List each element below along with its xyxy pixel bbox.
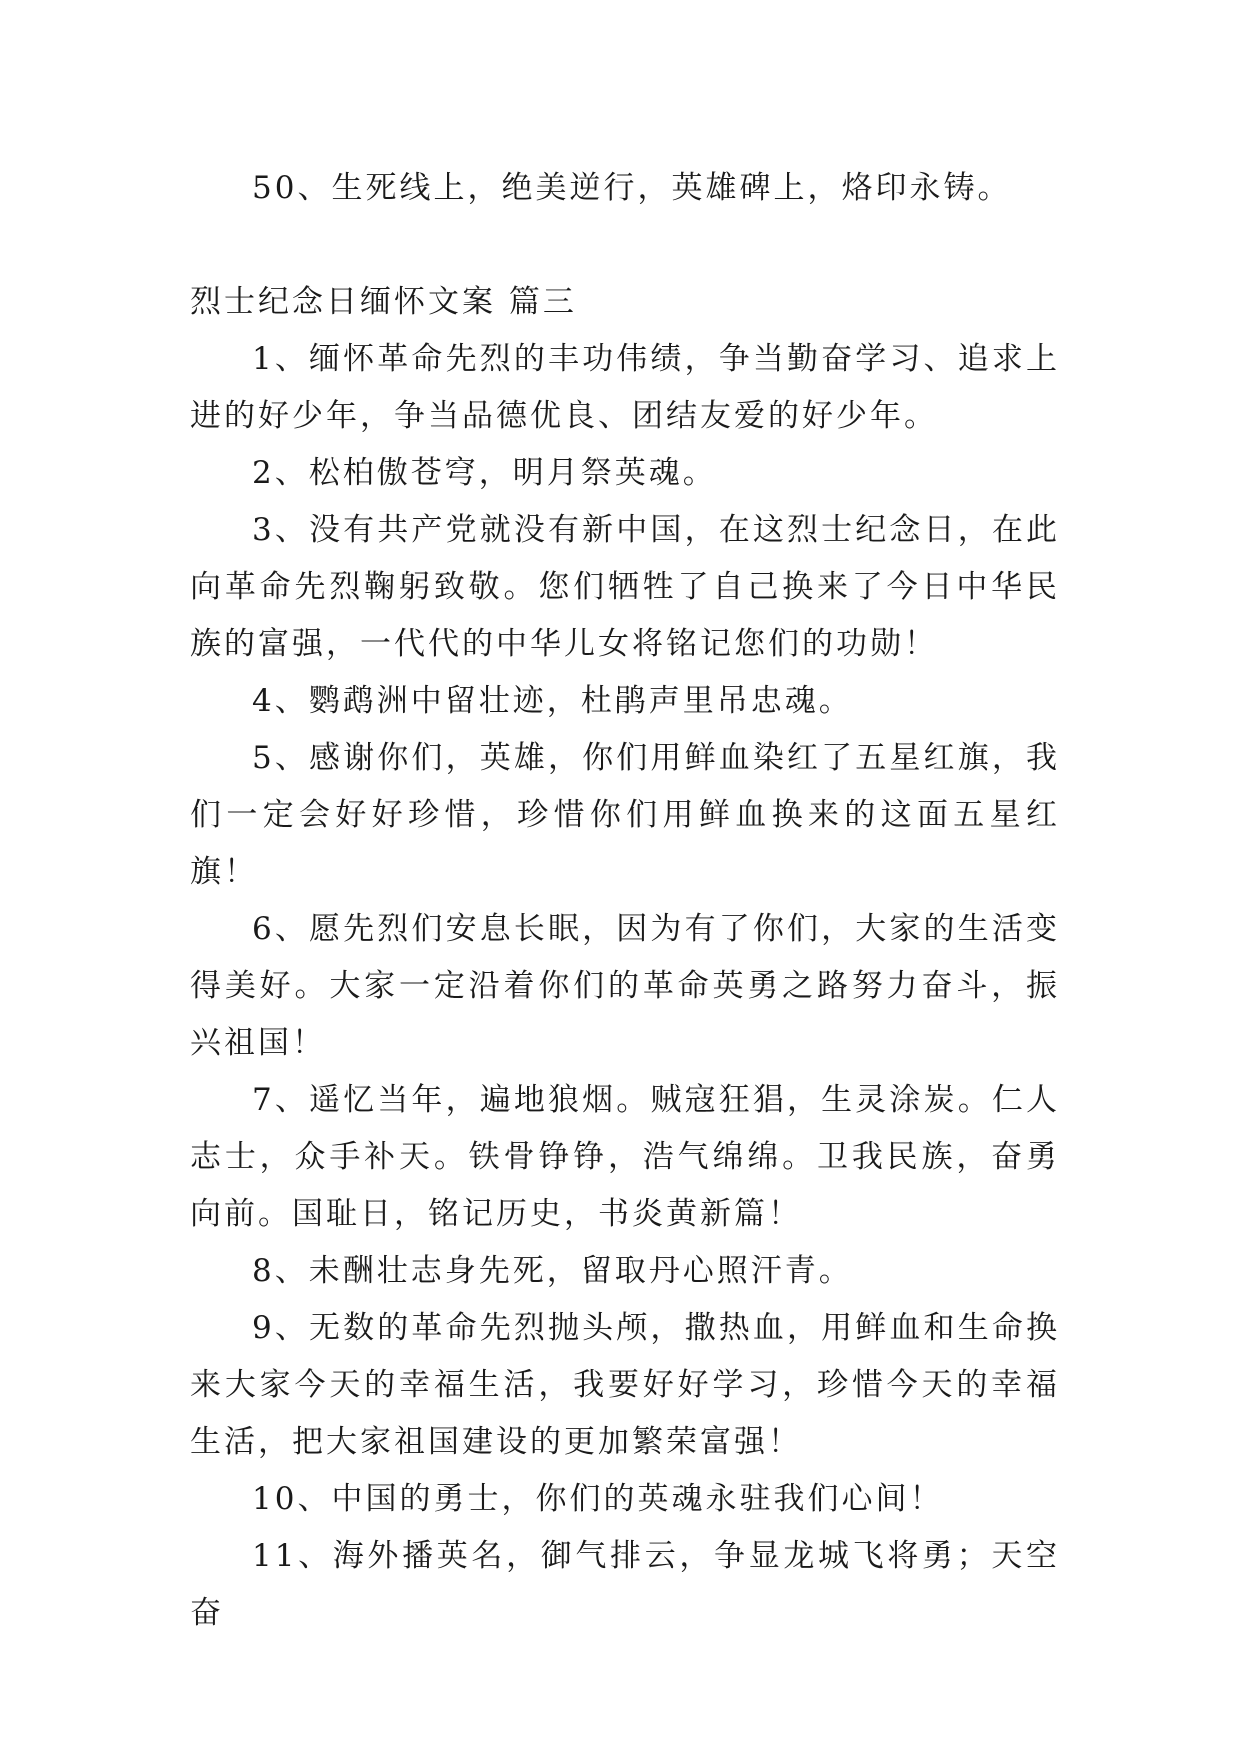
list-item: 6、愿先烈们安息长眠，因为有了你们，大家的生活变得美好。大家一定沿着你们的革命英勇之路努力奋斗，振兴祖国！ (190, 911, 1060, 1061)
list-item: 1、缅怀革命先烈的丰功伟绩，争当勤奋学习、追求上进的好少年，争当品德优良、团结友爱的好少年。 (190, 341, 1060, 434)
list-item: 5、感谢你们，英雄，你们用鲜血染红了五星红旗，我们一定会好好珍惜，珍惜你们用鲜血换来的这面五星红旗！ (190, 740, 1060, 890)
document-body (190, 160, 1060, 1642)
list-item: 11、海外播英名，御气排云，争显龙城飞将勇；天空奋 (190, 1538, 1060, 1631)
list-item: 4、鹦鹉洲中留壮迹，杜鹃声里吊忠魂。 (252, 683, 853, 719)
list-item: 2、松柏傲苍穹，明月祭英魂。 (252, 455, 717, 491)
section-title: 烈士纪念日缅怀文案 篇三 (190, 284, 577, 320)
list-item: 9、无数的革命先烈抛头颅，撒热血，用鲜血和生命换来大家今天的幸福生活，我要好好学习，珍惜今天的幸福生活，把大家祖国建设的更加繁荣富强！ (190, 1310, 1060, 1460)
list-item: 3、没有共产党就没有新中国，在这烈士纪念日，在此向革命先烈鞠躬致敬。您们牺牲了自己换来了今日中华民族的富强，一代代的中华儿女将铭记您们的功勋！ (190, 512, 1060, 662)
intro-paragraph: 50、生死线上，绝美逆行，英雄碑上，烙印永铸。 (252, 170, 1012, 206)
list-item: 10、中国的勇士，你们的英魂永驻我们心间！ (252, 1481, 944, 1517)
list-item: 8、未酬壮志身先死，留取丹心照汗青。 (252, 1253, 853, 1289)
list-item: 7、遥忆当年，遍地狼烟。贼寇狂猖，生灵涂炭。仁人志士，众手补天。铁骨铮铮，浩气绵绵。卫我民族，奋勇向前。国耻日，铭记历史，书炎黄新篇！ (190, 1082, 1060, 1232)
